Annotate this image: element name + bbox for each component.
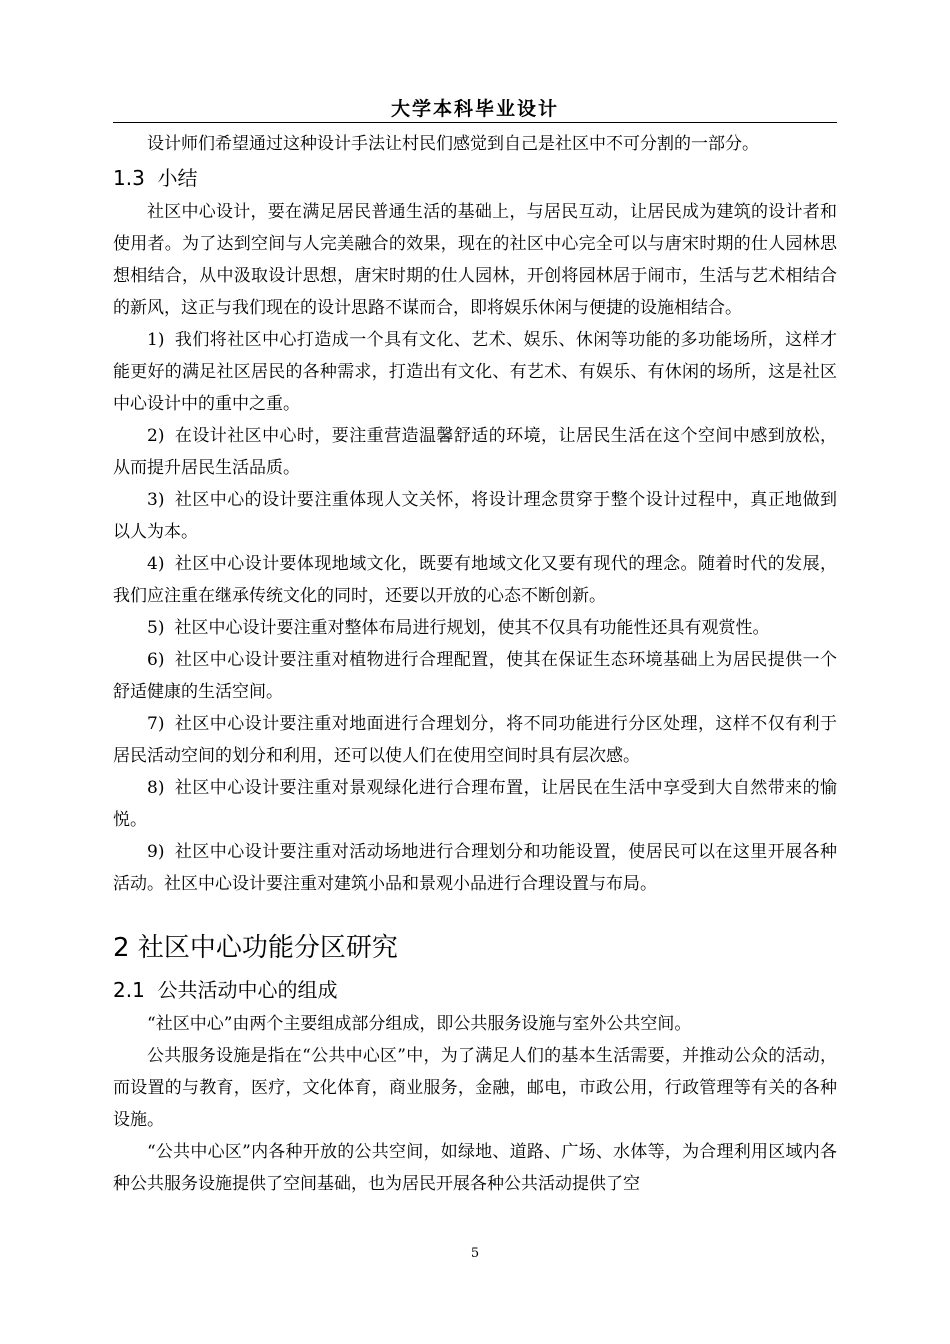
list-item: 9) 社区中心设计要注重对活动场地进行合理划分和功能设置，使居民可以在这里开展各种活动。社区中心设计要注重对建筑小品和景观小品进行合理设置与布局。 xyxy=(113,842,837,894)
section-title: 小结 xyxy=(157,166,198,190)
list-item: 8) 社区中心设计要注重对景观绿化进行合理布置，让居民在生活中享受到大自然带来的愉悦。 xyxy=(113,778,837,830)
chapter-number: 2 xyxy=(113,933,130,963)
list-item: 2) 在设计社区中心时，要注重营造温馨舒适的环境，让居民生活在这个空间中感到放松，从而提升居民生活品质。 xyxy=(113,426,837,478)
header-divider xyxy=(113,122,837,123)
page-number: 5 xyxy=(470,1246,480,1261)
summary-paragraph: 社区中心设计，要在满足居民普通生活的基础上，与居民互动，让居民成为建筑的设计者和使用者。为了达到空间与人完美融合的效果，现在的社区中心完全可以与唐宋时期的仕人园林思想相结合，从中汲取设计思想，唐宋时期的仕人园林，开创将园林居于闹市，生活与艺术相结合的新风，这正与我们现在的设计思路不谋而合，即将娱乐休闲与便捷的设施相结合。 xyxy=(113,202,837,318)
list-item: 1) 我们将社区中心打造成一个具有文化、艺术、娱乐、休闲等功能的多功能场所，这样才能更好的满足社区居民的各种需求，打造出有文化、有艺术、有娱乐、有休闲的场所，这是社区中心设计中的重中之重。 xyxy=(113,330,837,414)
section-number: 2.1 xyxy=(113,978,145,1002)
list-item: 6) 社区中心设计要注重对植物进行合理配置，使其在保证生态环境基础上为居民提供一个舒适健康的生活空间。 xyxy=(113,650,837,702)
list-item: 3) 社区中心的设计要注重体现人文关怀，将设计理念贯穿于整个设计过程中，真正地做到以人为本。 xyxy=(113,490,837,542)
body-paragraph: “社区中心”由两个主要组成部分组成，即公共服务设施与室外公共空间。 xyxy=(147,1014,692,1034)
section-heading-1-3 xyxy=(113,160,837,196)
section-heading-2-1 xyxy=(113,972,837,1008)
section-number: 1.3 xyxy=(113,166,145,190)
list-item: 7) 社区中心设计要注重对地面进行合理划分，将不同功能进行分区处理，这样不仅有利于居民活动空间的划分和利用，还可以使人们在使用空间时具有层次感。 xyxy=(113,714,837,766)
chapter-title: 社区中心功能分区研究 xyxy=(137,933,398,963)
section-title: 公共活动中心的组成 xyxy=(157,978,338,1002)
chapter-heading-2 xyxy=(113,928,837,968)
body-paragraph: “公共中心区”内各种开放的公共空间，如绿地、道路、广场、水体等，为合理利用区域内各种公共服务设施提供了空间基础，也为居民开展各种公共活动提供了空 xyxy=(113,1142,837,1194)
running-header-title: 大学本科毕业设计 xyxy=(390,98,559,120)
body-paragraph: 公共服务设施是指在“公共中心区”中，为了满足人们的基本生活需要，并推动公众的活动，而设置的与教育，医疗，文化体育，商业服务，金融，邮电，市政公用，行政管理等有关的各种设施。 xyxy=(113,1046,837,1130)
intro-paragraph: 设计师们希望通过这种设计手法让村民们感觉到自己是社区中不可分割的一部分。 xyxy=(147,134,759,154)
page-body xyxy=(113,128,837,1200)
list-item: 5) 社区中心设计要注重对整体布局进行规划，使其不仅具有功能性还具有观赏性。 xyxy=(147,618,770,638)
list-item: 4) 社区中心设计要体现地域文化，既要有地域文化又要有现代的理念。随着时代的发展，我们应注重在继承传统文化的同时，还要以开放的心态不断创新。 xyxy=(113,554,837,606)
